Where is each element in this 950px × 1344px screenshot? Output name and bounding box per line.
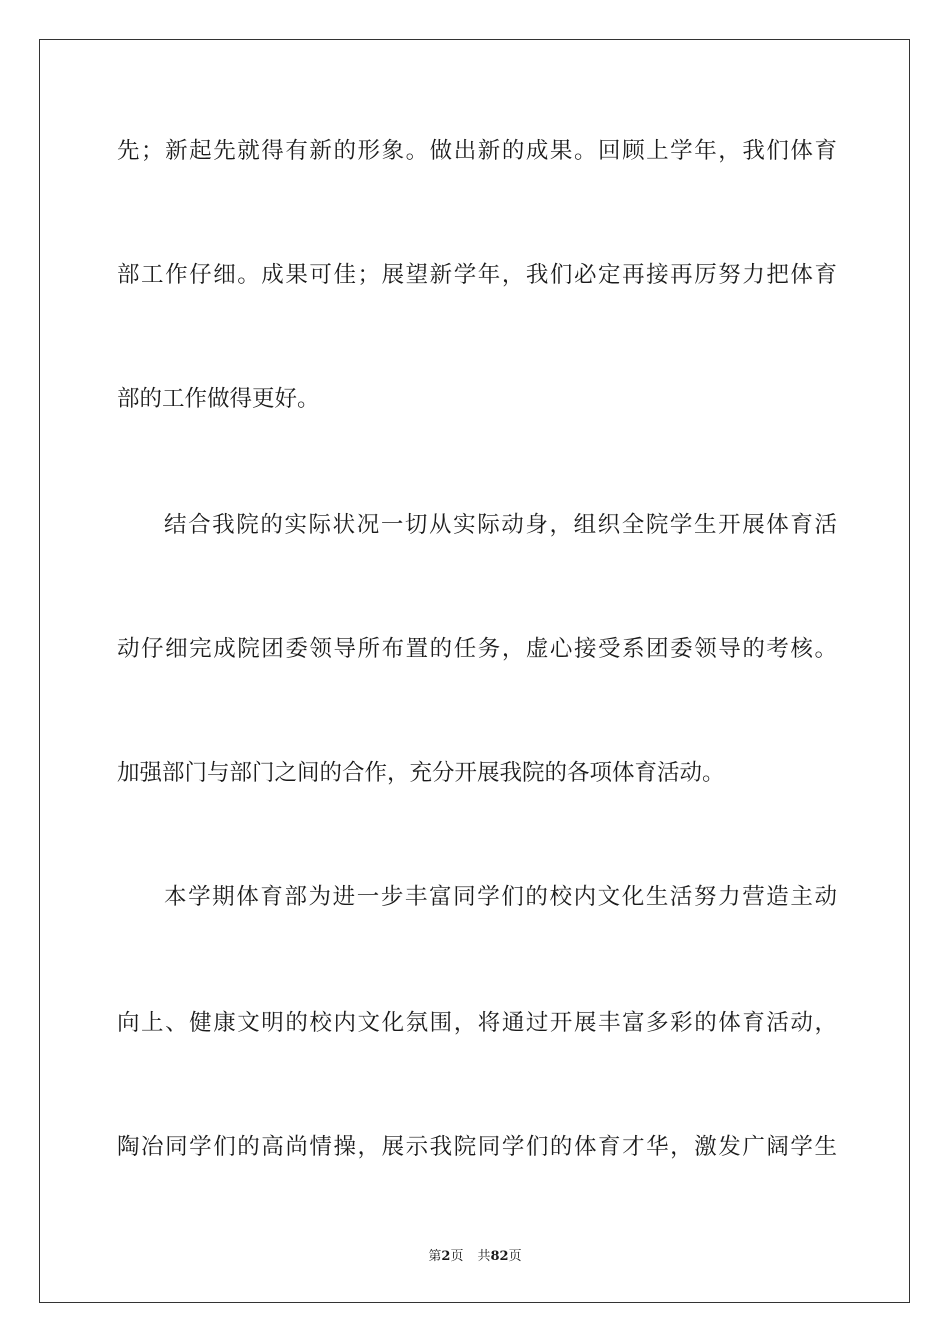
text-line: 结合我院的实际状况一切从实际动身，组织全院学生开展体育活 bbox=[164, 512, 837, 538]
total-suffix: 页 bbox=[508, 1249, 522, 1264]
text-line: 向上、健康文明的校内文化氛围，将通过开展丰富多彩的体育活动， bbox=[117, 1010, 837, 1036]
page-suffix: 页 bbox=[450, 1249, 464, 1264]
text-line: 加强部门与部门之间的合作，充分开展我院的各项体育活动。 bbox=[117, 760, 725, 786]
page-number: 2 bbox=[441, 1249, 451, 1264]
total-prefix: 共 bbox=[477, 1249, 491, 1264]
text-line: 本学期体育部为进一步丰富同学们的校内文化生活努力营造主动 bbox=[164, 884, 837, 910]
text-line: 部的工作做得更好。 bbox=[117, 386, 320, 412]
text-line: 部工作仔细。成果可佳；展望新学年，我们必定再接再厉努力把体育 bbox=[117, 262, 837, 288]
total-pages: 82 bbox=[490, 1249, 509, 1264]
text-line: 陶冶同学们的高尚情操，展示我院同学们的体育才华，激发广阔学生 bbox=[117, 1134, 837, 1160]
text-line: 动仔细完成院团委领导所布置的任务，虚心接受系团委领导的考核。 bbox=[117, 636, 837, 662]
page-border bbox=[39, 39, 910, 1303]
page-prefix: 第 bbox=[428, 1249, 442, 1264]
text-line: 先；新起先就得有新的形象。做出新的成果。回顾上学年，我们体育 bbox=[117, 138, 837, 164]
page-footer bbox=[0, 1248, 950, 1266]
